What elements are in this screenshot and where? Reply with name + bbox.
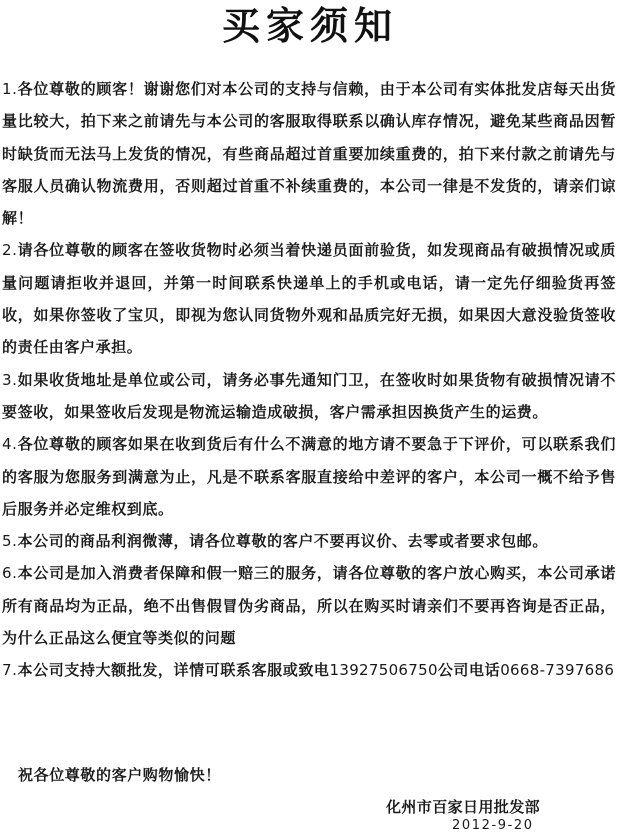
notice-number: 3. — [2, 370, 18, 389]
notice-number: 2. — [2, 241, 18, 260]
notice-text: 本公司是加入消费者保障和假一赔三的服务，请各位尊敬的客户放心购买，本公司承诺所有商品均为正品，绝不出售假冒伪劣商品，所以在购买时请亲们不要再咨询是否正品，为什么正品这么便宜等类似的问题 — [2, 564, 616, 648]
page-title: 买家须知 — [221, 3, 398, 48]
notice-item-2 — [0, 234, 620, 363]
notice-text: 请各位尊敬的顾客在签收货物时必须当着快递员面前验货，如发现商品有破损情况或质量问题请拒收并退回，并第一时间联系快递单上的手机或电话，请一定先仔细验货再签收，如果你签收了宝贝，即视为您认同货物外观和品质完好无损，如果因大意没验货签收的责任由客户承担。 — [2, 241, 616, 357]
company-phone-number: 0668-7397686 — [500, 661, 615, 680]
notice-item-5 — [0, 525, 620, 557]
notice-number: 1. — [2, 80, 18, 98]
notice-text: 各位尊敬的顾客！谢谢您们对本公司的支持与信赖，由于本公司有实体批发店每天出货量比较大，拍下来之前请先与本公司的客服取得联系以确认库存情况，避免某些商品因暂时缺货而无法马上发货的情况，有些商品超过首重要加续重费的，拍下来付款之前请先与客服人员确认物流费用，否则超过首重不补续重费的，本公司一律是不发货的，请亲们谅解！ — [2, 80, 616, 228]
company-phone-label: 公司电话 — [437, 661, 501, 680]
notice-number: 6. — [2, 564, 18, 583]
closing-greeting: 祝各位尊敬的客户购物愉快！ — [18, 766, 221, 784]
signature-date: 2012-9-20 — [452, 818, 534, 833]
notice-text: 本公司支持大额批发，详情可联系客服或致电 — [17, 661, 330, 680]
notice-text: 如果收货地址是单位或公司，请务必事先通知门卫，在签收时如果货物有破损情况请不要签收，如果签收后发现是物流运输造成破损，客户需承担因换货产生的运费。 — [2, 370, 616, 421]
notice-item-4 — [0, 428, 620, 525]
notice-number: 5. — [2, 532, 18, 551]
notice-text: 各位尊敬的顾客如果在收到货后有什么不满意的地方请不要急于下评价，可以联系我们的客服为您服务到满意为止，凡是不联系客服直接给中差评的客户，本公司一概不给予售后服务并必定维权到底。 — [2, 435, 616, 518]
company-signature: 化州市百家日用批发部 — [386, 798, 541, 816]
notice-item-7 — [0, 654, 620, 686]
notice-list — [0, 73, 620, 687]
notice-item-3 — [0, 364, 620, 429]
mobile-number: 13927506750 — [329, 661, 438, 680]
notice-number: 7. — [2, 661, 18, 680]
notice-item-6 — [0, 557, 620, 654]
notice-item-1 — [0, 73, 620, 234]
notice-number: 4. — [2, 435, 18, 454]
notice-text: 本公司的商品利润微薄，请各位尊敬的客户不要再议价、去零或者要求包邮。 — [17, 532, 548, 551]
